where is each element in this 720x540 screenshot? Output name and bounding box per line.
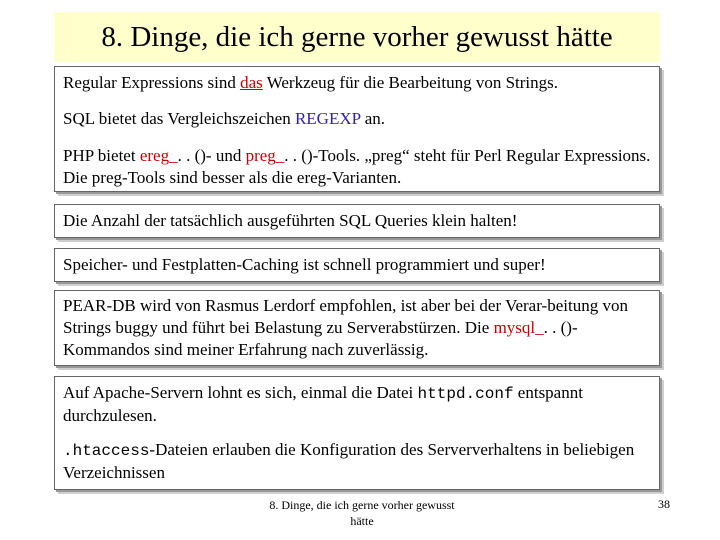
emphasis-das: das: [240, 73, 263, 92]
caching-text: Speicher- und Festplatten-Caching ist schnell programmiert und super!: [63, 255, 546, 274]
httpd-conf-code: httpd.conf: [417, 385, 514, 403]
slide-title: [54, 12, 660, 62]
htaccess-code: .htaccess: [63, 442, 150, 460]
pear-db-start: PEAR-DB wird von Rasmus Lerdorf empfohlen, ist aber bei der Verar-beitung von Strings buggy und führt bei Belastung zu Serverabstürzen. Die: [63, 296, 628, 337]
httpd-line-start: Auf Apache-Servern lohnt es sich, einmal die Datei: [63, 383, 418, 402]
panel-caching: [54, 248, 660, 282]
php-line-end: . . ()-Tools. „preg“ steht für Perl Regular Expressions. Die preg-Tools sind besser als die ereg-Varianten.: [63, 146, 651, 187]
httpd-line-end: entspannt durchzulesen.: [63, 383, 583, 425]
panel-regex: [54, 66, 660, 192]
regexp-keyword: REGEXP: [294, 109, 361, 128]
ereg-keyword: ereg_: [139, 146, 178, 165]
page-number: 38: [658, 497, 670, 511]
mysql-keyword: mysql_: [493, 318, 544, 337]
footer-title: 8. Dinge, die ich gerne vorher gewusst hätte: [269, 498, 455, 528]
sql-regexp-line: [63, 108, 385, 130]
panel-sql-queries: [54, 204, 660, 238]
sql-line-start: SQL bietet das Vergleichszeichen: [63, 109, 295, 128]
php-line-start: PHP bietet: [63, 146, 140, 165]
regex-line-end: Werkzeug für die Bearbeitung von Strings.: [262, 73, 559, 92]
panel-apache: [54, 376, 660, 490]
pear-db-text: [63, 295, 653, 361]
pear-db-end: . . ()-Kommandos sind meiner Erfahrung nach zuverlässig.: [63, 318, 578, 359]
regex-line-start: Regular Expressions sind: [63, 73, 241, 92]
panel-pear-db: [54, 290, 660, 366]
sql-line-end: an.: [360, 109, 385, 128]
regex-line: [63, 72, 558, 94]
slide-title-text: 8. Dinge, die ich gerne vorher gewusst hätte: [101, 20, 613, 53]
httpd-conf-line: [63, 382, 653, 427]
sql-queries-text: Die Anzahl der tatsächlich ausgeführten SQL Queries klein halten!: [63, 211, 518, 230]
php-regex-line: [63, 145, 653, 189]
htaccess-line: [63, 439, 653, 484]
preg-keyword: preg_: [245, 146, 285, 165]
htaccess-line-end: -Dateien erlauben die Konfiguration des Serververhaltens in beliebigen Verzeichnissen: [63, 440, 635, 482]
php-line-middle: . . ()- und: [177, 146, 246, 165]
